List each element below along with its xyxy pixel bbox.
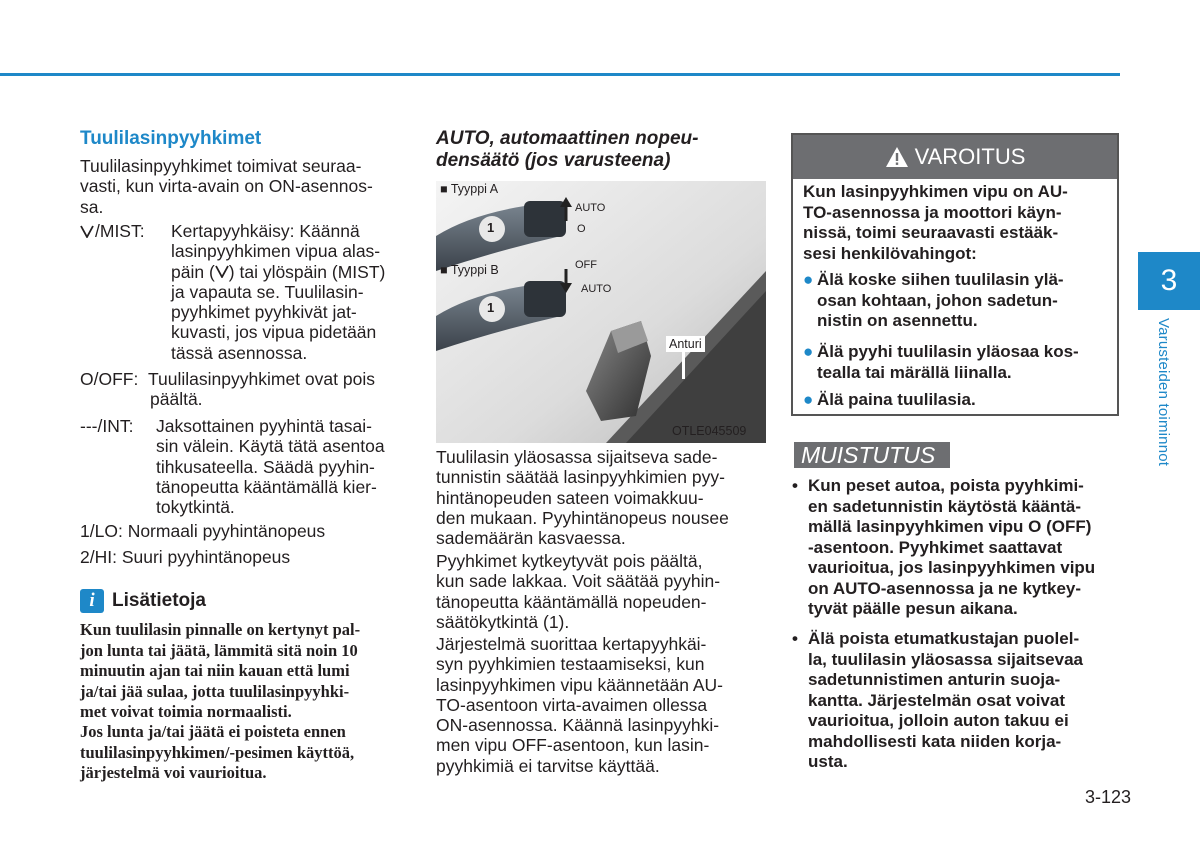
text-line: lasinpyyhkimen vipu käännetään AU- — [436, 674, 723, 695]
text-line: Pyyhkimet kytkeytyvät pois päältä, — [436, 551, 703, 571]
text-line: vaurioitua, jolloin auton takuu ei — [808, 711, 1069, 730]
text-line: Kun lasinpyyhkimen vipu on AU- — [803, 182, 1068, 201]
type-b-text: Tyyppi B — [450, 263, 499, 277]
text-line: tuulilasinpyyhkimen/-pesimen käyttöä, — [80, 742, 355, 762]
sensor-paragraph-1 — [436, 447, 764, 548]
text-line: AUTO, automaattinen nopeu- — [436, 128, 699, 149]
text-line: kun sade lakkaa. Voit säätää pyyhin- — [436, 571, 721, 592]
type-b-label: ■ Tyyppi B — [440, 263, 499, 277]
text-line: Järjestelmä suorittaa kertapyyhkäi- — [436, 634, 707, 654]
text-line: jon lunta tai jäätä, lämmitä sitä noin 10 — [80, 640, 358, 660]
wiper-figure — [436, 181, 766, 443]
text-line: mällä lasinpyyhkimen vipu O (OFF) — [808, 517, 1092, 536]
text-line: sademäärän kasvaessa. — [436, 528, 626, 549]
bullet-dot: • — [792, 629, 798, 648]
info-heading — [80, 589, 206, 613]
text-line: Jaksottainen pyyhintä tasai- — [156, 416, 372, 436]
bullet-text — [817, 390, 1109, 411]
text-line: hintänopeuden sateen voimakkuu- — [436, 487, 704, 508]
wiper-mode-off — [80, 369, 410, 411]
text-line: Kun peset autoa, poista pyyhkimi- — [808, 476, 1084, 495]
mode-desc: Normaali pyyhintänopeus — [127, 521, 326, 541]
text-line: vaurioitua, jos lasinpyyhkimen vipu — [808, 558, 1096, 577]
text-line: men vipu OFF-asentoon, kun lasin- — [436, 735, 710, 756]
chevron-down-icon — [215, 264, 229, 278]
text-line: pyyhkimet pyyhkivät jat- — [171, 302, 357, 323]
text-line: ja/tai jää sulaa, jotta tuulilasinpyyhki- — [80, 681, 350, 701]
warning-title: VAROITUS — [914, 144, 1026, 169]
text-line: en sadetunnistin käytöstä kääntä- — [808, 496, 1082, 516]
text-line: Jos lunta ja/tai jäätä ei poisteta ennen — [80, 722, 346, 741]
info-paragraph-1 — [80, 620, 408, 723]
text-line: sa. — [80, 196, 104, 217]
text-line: tokytkintä. — [156, 497, 235, 518]
chevron-down-icon — [80, 224, 94, 238]
sensor-paragraph-3 — [436, 634, 764, 776]
warning-triangle-icon — [885, 146, 909, 168]
info-icon: i — [80, 589, 104, 613]
warning-bullet — [803, 270, 1109, 332]
mode-term-text: /MIST: — [95, 221, 145, 241]
dial-number-a: 1 — [487, 220, 495, 235]
bullet-text — [817, 270, 1109, 332]
text-line: TO-asentoon virta-avaimen ollessa — [436, 694, 708, 715]
mode-desc — [171, 221, 409, 363]
text-line: Älä paina tuulilasia. — [817, 390, 976, 409]
text-line: sadetunnistimen anturin suoja- — [808, 670, 1061, 689]
text-line: tihkusateella. Säädä pyyhin- — [156, 456, 375, 477]
wiper-mode-hi — [80, 547, 410, 567]
text-line: mahdollisesti kata niiden korja- — [808, 731, 1062, 751]
warning-header — [793, 135, 1117, 179]
text-line: nissä, toimi seuraavasti estääk- — [803, 223, 1059, 242]
wiper-mode-mist — [80, 221, 410, 366]
bullet-dot: ● — [803, 342, 814, 361]
text-line: tässä asennossa. — [171, 342, 308, 363]
figure-code: OTLE045509 — [672, 424, 747, 438]
bullet-text — [817, 342, 1109, 383]
page-number: 3-123 — [1085, 787, 1132, 807]
text-line: Tuulilasinpyyhkimet ovat pois — [148, 369, 375, 389]
o-label-a: O — [577, 223, 586, 235]
text-line: Tuulilasin yläosassa sijaitseva sade- — [436, 447, 718, 467]
warning-bullet — [803, 390, 1109, 412]
text-line: TO-asennossa ja moottori käyn- — [803, 202, 1062, 222]
type-a-text: Tyyppi A — [450, 182, 499, 196]
chapter-number: 3 — [1160, 264, 1178, 297]
bullet-dot: ● — [803, 270, 814, 289]
text-line: Kun tuulilasin pinnalle on kertynyt pal- — [80, 620, 361, 639]
bullet-text — [808, 629, 1118, 773]
text-line: -asentoon. Pyyhkimet saattavat — [808, 537, 1063, 557]
text-line: kuvasti, jos vipua pidetään — [171, 322, 377, 343]
sensor-label: Anturi — [666, 336, 705, 352]
top-rule — [0, 73, 1120, 76]
chapter-tab — [1138, 252, 1200, 310]
text-line: ja vapauta se. Tuulilasin- — [171, 281, 364, 302]
text-line: met voivat toimia normaalisti. — [80, 702, 292, 721]
text-line: osan kohtaan, johon sadetun- — [817, 290, 1058, 310]
intro-paragraph — [80, 156, 408, 217]
text-line: tyvät päälle pesun aikana. — [808, 599, 1018, 618]
warning-bullet — [803, 342, 1109, 384]
text-line: sin välein. Käytä tätä asentoa — [156, 436, 385, 457]
mode-term: 2/HI: — [80, 547, 117, 567]
text-line: järjestelmä voi vaurioitua. — [80, 763, 267, 782]
text-line: Kertapyyhkäisy: Käännä — [171, 221, 360, 241]
text-line: sesi henkilövahingot: — [803, 243, 977, 263]
mode-term — [80, 221, 145, 241]
bullet-text — [808, 476, 1118, 620]
mode-term: O/OFF: — [80, 369, 139, 389]
subsection-title — [436, 128, 766, 172]
text-line: kantta. Järjestelmän osat voivat — [808, 690, 1066, 710]
text-line: lasinpyyhkimen vipua alas- — [171, 241, 381, 262]
text-line: pyyhkimiä ei tarvitse käyttää. — [436, 755, 660, 776]
bullet-dot: • — [792, 476, 798, 495]
text-line: minuutin ajan tai niin kauan että lumi — [80, 661, 350, 680]
mode-term: ---/INT: — [80, 416, 134, 436]
auto-label-b: AUTO — [581, 283, 612, 295]
dial-number-b: 1 — [487, 300, 495, 315]
text-line: Älä koske siihen tuulilasin ylä- — [817, 270, 1064, 289]
mode-term: 1/LO: — [80, 521, 123, 541]
auto-label-a: AUTO — [575, 202, 606, 214]
text-line: Älä poista etumatkustajan puolel- — [808, 629, 1080, 648]
chapter-label: Varusteiden toiminnot — [1155, 318, 1172, 467]
text-line: densäätö (jos varusteena) — [436, 150, 671, 171]
text-line: päin ( ) tai ylöspäin (MIST) — [171, 261, 386, 282]
text-line: tealla tai märällä liinalla. — [817, 362, 1012, 382]
off-label-b: OFF — [575, 259, 597, 271]
wiper-mode-int — [80, 416, 410, 518]
warning-intro — [803, 182, 1109, 264]
text-line: nistin on asennettu. — [817, 311, 978, 330]
text-line: tunnistin säätää lasinpyyhkimien pyy- — [436, 467, 725, 488]
text-line: tänopeutta kääntämällä kier- — [156, 476, 377, 497]
text-line: vasti, kun virta-avain on ON-asennos- — [80, 176, 373, 197]
mode-desc — [156, 416, 409, 517]
text-line: tänopeutta kääntämällä nopeuden- — [436, 591, 707, 612]
info-paragraph-2 — [80, 722, 408, 784]
wiper-mode-lo — [80, 521, 410, 541]
text-line: ON-asennossa. Käännä lasinpyyhki- — [436, 715, 720, 736]
notice-header: MUISTUTUS — [794, 442, 950, 468]
text-line: syn pyyhkimien testaamiseksi, kun — [436, 654, 705, 675]
text-line: Tuulilasinpyyhkimet toimivat seuraa- — [80, 156, 362, 176]
text-line: Älä pyyhi tuulilasin yläosaa kos- — [817, 342, 1079, 361]
text-line: säätökytkintä (1). — [436, 611, 570, 632]
mode-desc: Suuri pyyhintänopeus — [121, 547, 291, 567]
figure-illustration — [436, 181, 766, 443]
section-title: Tuulilasinpyyhkimet — [80, 128, 262, 149]
text-line: den mukaan. Pyyhintänopeus nousee — [436, 507, 729, 528]
warning-box — [791, 133, 1119, 416]
mode-desc — [148, 369, 410, 410]
text-line: usta. — [808, 752, 848, 771]
info-title: Lisätietoja — [112, 590, 206, 611]
type-a-label: ■ Tyyppi A — [440, 182, 499, 196]
text-line: la, tuulilasin yläosassa sijaitsevaa — [808, 649, 1083, 669]
text-line: päältä. — [150, 389, 203, 410]
sensor-paragraph-2 — [436, 551, 764, 632]
bullet-dot: ● — [803, 390, 814, 409]
text-line: on AUTO-asennossa ja ne kytkey- — [808, 578, 1082, 598]
